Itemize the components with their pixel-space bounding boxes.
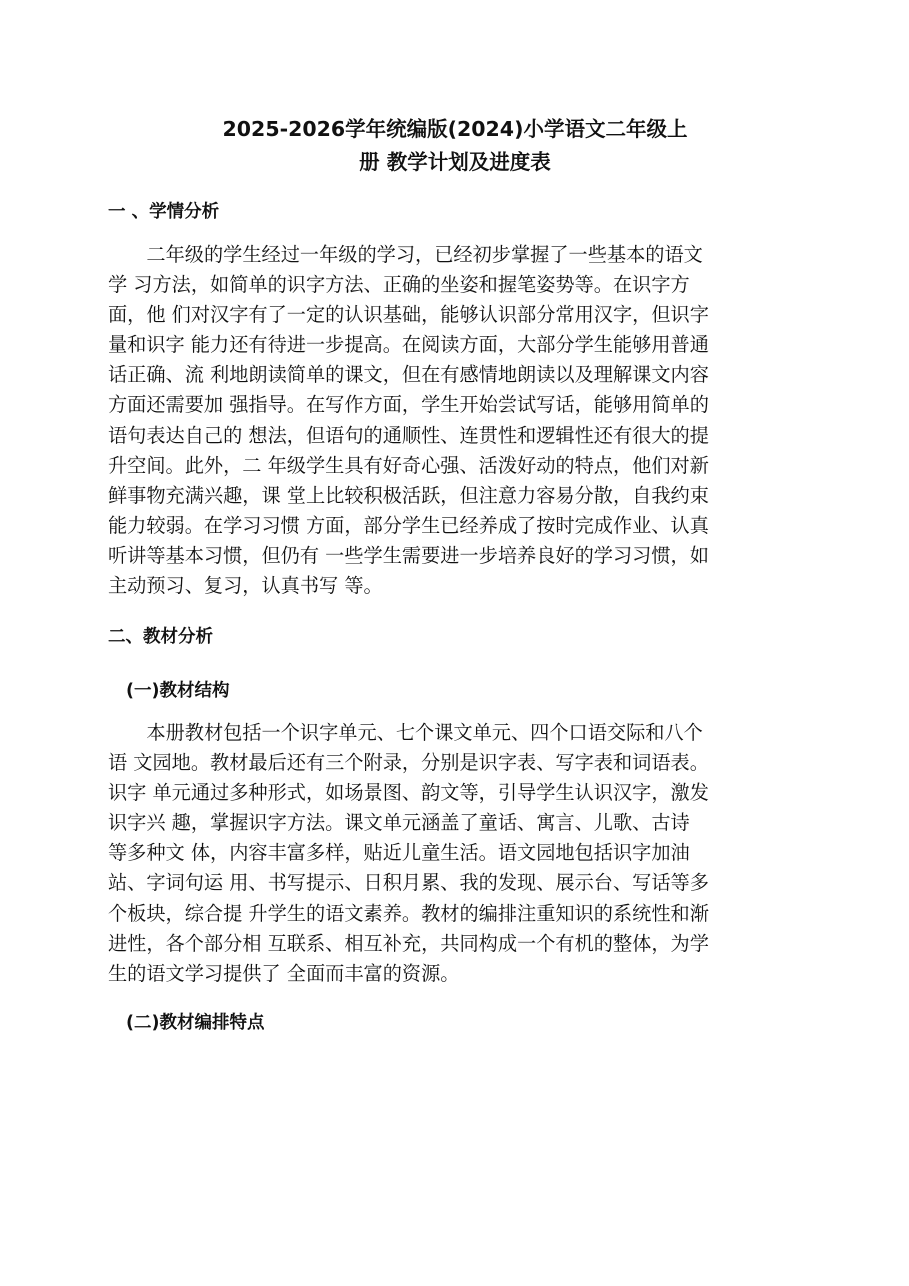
- learning-analysis-paragraph: [108, 240, 798, 601]
- paragraph-line: 学 习方法，如简单的识字方法、正确的坐姿和握笔姿势等。在识字方: [108, 273, 690, 297]
- paragraph-line: 本册教材包括一个识字单元、七个课文单元、四个口语交际和八个: [146, 721, 703, 744]
- title-line-1: 2025-2026学年统编版(2024)小学语文二年级上: [222, 117, 688, 141]
- textbook-structure-paragraph: [108, 718, 798, 989]
- paragraph-line: 语句表达自己的 想法，但语句的通顺性、连贯性和逻辑性还有很大的提: [108, 423, 709, 447]
- paragraph-line: 识字兴 趣，掌握识字方法。课文单元涵盖了童话、寓言、儿歌、古诗: [108, 811, 690, 835]
- paragraph-line: 鲜事物充满兴趣，课 堂上比较积极活跃，但注意力容易分散，自我约束: [108, 483, 709, 507]
- paragraph-line: 面，他 们对汉字有了一定的认识基础，能够认识部分常用汉字，但识字: [108, 303, 709, 327]
- paragraph-line: 识字 单元通过多种形式，如场景图、韵文等，引导学生认识汉字，激发: [108, 781, 709, 805]
- paragraph-line: 能力较弱。在学习习惯 方面，部分学生已经养成了按时完成作业、认真: [108, 513, 709, 537]
- paragraph-line: 个板块，综合提 升学生的语文素养。教材的编排注重知识的系统性和渐: [108, 901, 709, 925]
- paragraph-line: 方面还需要加 强指导。在写作方面，学生开始尝试写话，能够用简单的: [108, 393, 709, 417]
- paragraph-line: 二年级的学生经过一年级的学习，已经初步掌握了一些基本的语文: [146, 243, 703, 266]
- document-title: [120, 113, 790, 179]
- paragraph-line: 进性，各个部分相 互联系、相互补充，共同构成一个有机的整体，为学: [108, 931, 709, 955]
- paragraph-line: 站、字词句运 用、书写提示、日积月累、我的发现、展示台、写话等多: [108, 871, 709, 895]
- paragraph-line: 等多种文 体，内容丰富多样，贴近儿童生活。语文园地包括识字加油: [108, 841, 690, 865]
- subsection-heading-textbook-structure: (一)教材结构: [126, 681, 230, 701]
- subsection-heading-arrangement-features: (二)教材编排特点: [126, 1013, 265, 1033]
- paragraph-line: 话正确、流 利地朗读简单的课文，但在有感情地朗读以及理解课文内容: [108, 363, 709, 387]
- paragraph-line: 升空间。此外，二 年级学生具有好奇心强、活泼好动的特点，他们对新: [108, 453, 709, 477]
- paragraph-line: 听讲等基本习惯，但仍有 一些学生需要进一步培养良好的学习习惯，如: [108, 543, 709, 567]
- paragraph-line: 生的语文学习提供了 全面而丰富的资源。: [108, 961, 460, 985]
- section-heading-textbook-analysis: 二、教材分析: [108, 627, 213, 647]
- paragraph-line: 主动预习、复习，认真书写 等。: [108, 574, 383, 598]
- section-heading-learning-analysis: 一 、学情分析: [108, 202, 220, 222]
- paragraph-line: 语 文园地。教材最后还有三个附录，分别是识字表、写字表和词语表。: [108, 751, 709, 775]
- paragraph-line: 量和识字 能力还有待进一步提高。在阅读方面，大部分学生能够用普通: [108, 333, 709, 357]
- title-line-2: 册 教学计划及进度表: [359, 150, 551, 174]
